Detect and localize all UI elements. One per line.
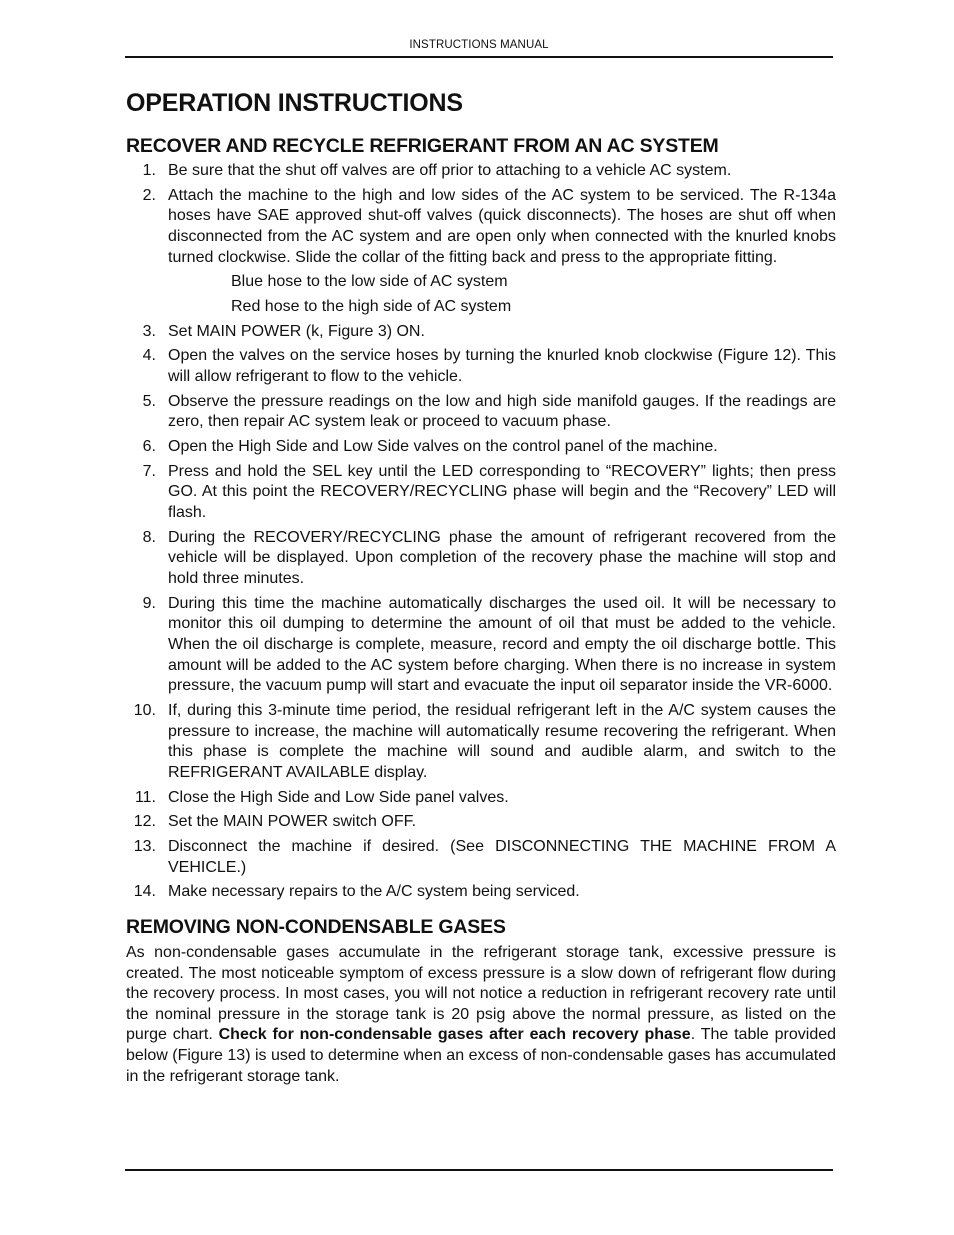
paragraph-emphasis: Check for non-condensable gases after each recovery phase: [218, 1026, 691, 1044]
step-number: 5.: [142, 392, 156, 410]
step-text: Press and hold the SEL key until the LED corresponding to “RECOVERY” lights; then press GO. At this point the RECOVERY/RECYCLING phase will begin and the “Recovery” LED will flash.: [168, 462, 836, 522]
list-item: [126, 346, 836, 387]
page-content: [126, 86, 836, 1087]
paragraph-text-end: . The table provided below (Figure 13) is used to determine when an excess of non-condensable gases has accumulated in the refrigerant storage tank.: [126, 1026, 837, 1085]
footer-rule: [125, 1169, 833, 1171]
list-item: [126, 837, 836, 878]
list-item: [126, 701, 836, 783]
step-text: Open the High Side and Low Side valves on the control panel of the machine.: [168, 438, 718, 456]
list-item: [126, 528, 836, 590]
step-text: During this time the machine automatically discharges the used oil. It will be necessary to monitor this oil dumping to determine the amount of oil that must be added to the vehicle. When the oil discharge is complete, measure, record and empty the oil discharge bottle. This amount will be added to the AC system before charging. When there is no increase in system pressure, the vacuum pump will start and evacuate the input oil separator inside the VR-6000.: [168, 594, 836, 695]
list-item: [126, 882, 836, 903]
step-text: Attach the machine to the high and low sides of the AC system to be serviced. The R-134a hoses have SAE approved shut-off valves (quick disconnects). The hoses are shut off when disconnected from the AC system and are open only when connected with the knurled knobs turned clockwise. Slide the collar of the fitting back and press to the appropriate fitting.: [168, 186, 836, 266]
step-text: Open the valves on the service hoses by turning the knurled knob clockwise (Figure 12). This will allow refrigerant to flow to the vehicle.: [168, 347, 836, 385]
step-number: 2.: [142, 186, 156, 204]
list-item: [126, 161, 836, 182]
list-item: [126, 788, 836, 809]
running-head: INSTRUCTIONS MANUAL: [409, 39, 549, 51]
list-item: [126, 437, 836, 458]
section-heading-non-condensable: REMOVING NON-CONDENSABLE GASES: [126, 916, 506, 939]
step-number: 11.: [134, 788, 156, 806]
list-item: [126, 594, 836, 697]
header-rule: [125, 56, 833, 58]
hose-instruction-red: Red hose to the high side of AC system: [231, 297, 512, 315]
step-text: Make necessary repairs to the A/C system being serviced.: [168, 883, 580, 901]
paragraph-text: As non-condensable gases accumulate in the refrigerant storage tank, excessive pressure is created. The most noticeable symptom of excess pressure is a slow down of refrigerant flow during the recovery process. In most cases, you will not notice a reduction in refrigerant recovery rate until the nominal pressure in the storage tank is 20 psig above the normal pressure, as listed on the purge chart.: [126, 944, 836, 1044]
step-number: 8.: [142, 528, 156, 546]
list-item: [126, 186, 836, 318]
step-number: 4.: [142, 347, 156, 365]
step-number: 3.: [142, 322, 156, 340]
step-number: 1.: [142, 162, 156, 179]
step-text: Be sure that the shut off valves are off prior to attaching to a vehicle AC system.: [168, 162, 732, 179]
list-item: [126, 812, 836, 833]
list-item: [126, 462, 836, 524]
section-heading-recover: RECOVER AND RECYCLE REFRIGERANT FROM AN AC SYSTEM: [126, 135, 719, 157]
step-text: During the RECOVERY/RECYCLING phase the amount of refrigerant recovered from the vehicle will be displayed. Upon completion of the recovery phase the machine will stop and hold three minutes.: [168, 528, 836, 587]
step-text: Close the High Side and Low Side panel valves.: [168, 788, 509, 806]
list-item: [126, 392, 836, 433]
step-number: 10.: [133, 701, 156, 719]
recovery-steps-list: [126, 161, 836, 903]
step-text: Observe the pressure readings on the low and high side manifold gauges. If the readings are zero, then repair AC system leak or proceed to vacuum phase.: [168, 392, 836, 431]
step-number: 7.: [142, 462, 156, 480]
hose-instruction-blue: Blue hose to the low side of AC system: [231, 273, 508, 291]
step-text: Set the MAIN POWER switch OFF.: [168, 813, 417, 831]
step-number: 13.: [133, 838, 156, 856]
step-number: 14.: [133, 883, 156, 901]
step-number: 6.: [142, 438, 156, 456]
step-number: 12.: [133, 813, 156, 831]
non-condensable-paragraph: [126, 943, 836, 1087]
page-title: OPERATION INSTRUCTIONS: [126, 89, 463, 117]
step-text: Disconnect the machine if desired. (See DISCONNECTING THE MACHINE FROM A VEHICLE.): [168, 838, 836, 876]
list-item: [126, 322, 836, 343]
step-number: 9.: [142, 594, 156, 612]
step-text: Set MAIN POWER (k, Figure 3) ON.: [168, 322, 425, 340]
step-text: If, during this 3-minute time period, the residual refrigerant left in the A/C system causes the pressure to increase, the machine will automatically resume recovering the refrigerant. When this phase is complete the machine will sound and audible alarm, and switch to the REFRIGERANT AVAILABLE display.: [168, 701, 836, 781]
